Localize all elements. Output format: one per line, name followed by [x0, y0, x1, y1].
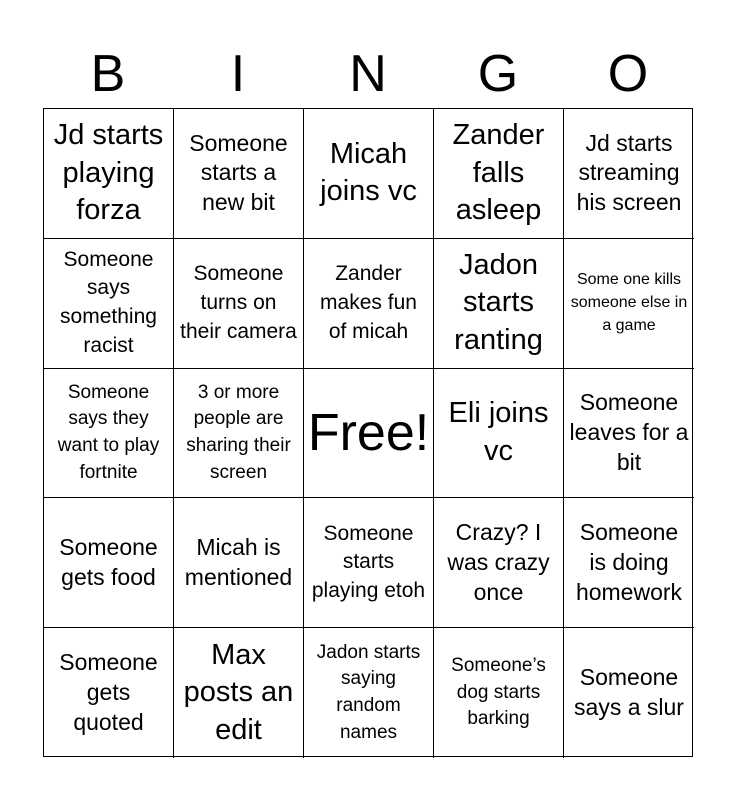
cell-text: Someone leaves for a bit: [569, 389, 689, 475]
cell-text: Someone starts a new bit: [189, 129, 288, 216]
cell-text: Zander makes fun of micah: [320, 262, 417, 343]
bingo-cell[interactable]: [564, 239, 694, 369]
cell-text: Someone’s dog starts barking: [451, 655, 546, 730]
cell-text: Micah is mentioned: [184, 533, 293, 590]
header-letter-i: I: [230, 45, 246, 103]
bingo-cell[interactable]: [434, 628, 564, 758]
cell-text: Someone says a slur: [574, 664, 684, 721]
bingo-cell[interactable]: [564, 628, 694, 758]
bingo-cell[interactable]: [44, 628, 174, 758]
bingo-cell[interactable]: [304, 628, 434, 758]
cell-text: Jadon starts saying random names: [316, 641, 421, 743]
cell-text: Micah joins vc: [320, 137, 417, 208]
cell-text: Jd starts playing forza: [53, 118, 164, 227]
bingo-cell[interactable]: [564, 498, 694, 628]
bingo-cell[interactable]: [434, 369, 564, 499]
bingo-header: [43, 40, 693, 108]
bingo-cell[interactable]: [174, 109, 304, 239]
cell-text: Crazy? I was crazy once: [447, 518, 550, 605]
bingo-cell[interactable]: [304, 109, 434, 239]
cell-text: Jd starts streaming his screen: [576, 129, 682, 216]
cell-text: Someone says something racist: [60, 247, 157, 357]
bingo-cell[interactable]: [44, 369, 174, 499]
cell-text: Jadon starts ranting: [454, 248, 543, 357]
cell-text: Someone gets food: [59, 533, 158, 590]
header-letter-o: O: [607, 45, 649, 103]
header-letter-b: B: [90, 45, 126, 103]
bingo-cell[interactable]: [174, 239, 304, 369]
free-cell[interactable]: [304, 369, 434, 499]
cell-text: Someone is doing homework: [575, 518, 683, 605]
cell-text: 3 or more people are sharing their screen: [186, 381, 291, 483]
bingo-cell[interactable]: [564, 109, 694, 239]
bingo-cell[interactable]: [434, 498, 564, 628]
bingo-cell[interactable]: [434, 239, 564, 369]
cell-text: Eli joins vc: [448, 397, 549, 467]
header-letter-g: G: [477, 45, 519, 103]
cell-text: Someone starts playing etoh: [311, 521, 426, 603]
bingo-cell[interactable]: [304, 239, 434, 369]
cell-text: Someone gets quoted: [59, 649, 158, 736]
bingo-cell[interactable]: [44, 239, 174, 369]
bingo-cell[interactable]: [174, 498, 304, 628]
bingo-cell[interactable]: [44, 498, 174, 628]
cell-text: Some one kills someone else in a game: [570, 271, 688, 334]
bingo-board: [43, 108, 693, 757]
bingo-cell[interactable]: [174, 628, 304, 758]
bingo-cell[interactable]: [434, 109, 564, 239]
cell-text: Someone says they want to play fortnite: [57, 381, 160, 483]
header-letter-n: N: [349, 45, 387, 103]
cell-text: Zander falls asleep: [452, 118, 545, 227]
free-space-label: Free!: [307, 403, 430, 462]
bingo-cell[interactable]: [44, 109, 174, 239]
bingo-cell[interactable]: [304, 498, 434, 628]
bingo-cell[interactable]: [174, 369, 304, 499]
cell-text: Someone turns on their camera: [180, 262, 297, 343]
bingo-cell[interactable]: [564, 369, 694, 499]
cell-text: Max posts an edit: [183, 638, 294, 746]
